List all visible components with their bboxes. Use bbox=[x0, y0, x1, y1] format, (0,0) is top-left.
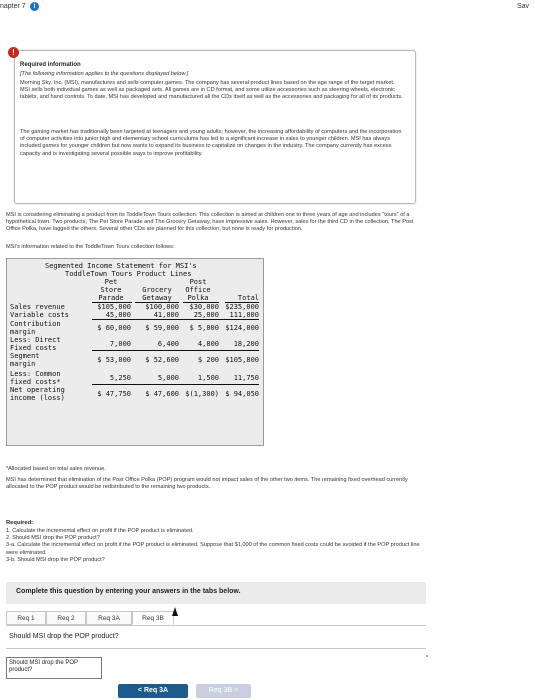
required-title: Required: bbox=[6, 520, 34, 526]
answer-select[interactable] bbox=[6, 657, 102, 679]
complete-banner-text: Complete this question by entering your answers in the tabs below. bbox=[16, 588, 241, 595]
tab-req-2[interactable]: Req 2 bbox=[46, 611, 86, 625]
cell-sm-grocery: $ 52,600 bbox=[145, 356, 179, 364]
required-list bbox=[6, 528, 426, 564]
prev-req-button[interactable]: < Req 3A bbox=[118, 684, 188, 698]
required-item-2: 2. Should MSI drop the POP product? bbox=[6, 535, 100, 542]
cell-cm-total: $124,000 bbox=[225, 324, 259, 332]
cell-cfc-pet: 5,250 bbox=[109, 374, 131, 382]
table-title-line-2: ToddleTown Tours Product Lines bbox=[65, 270, 192, 278]
row-label-variable-costs: Variable costs bbox=[10, 311, 70, 319]
col-header-grocery-getaway: Grocery Getaway bbox=[142, 286, 172, 302]
cell-dfc-pet: 7,000 bbox=[109, 340, 131, 348]
question-text: Should MSI drop the POP product? bbox=[9, 633, 119, 640]
cell-variable-grocery: 41,000 bbox=[153, 311, 179, 319]
mouse-cursor-icon bbox=[172, 607, 178, 616]
info-icon[interactable]: i bbox=[30, 2, 39, 11]
cell-sales-post: $30,000 bbox=[189, 303, 219, 311]
cell-cm-grocery: $ 59,000 bbox=[145, 324, 179, 332]
intro-paragraph-1: Morning Sky, Inc. (MSI), manufactures and sells computer games. The company has several product lines based on the age range of the target market. MSI sells both individual games as well as packaged sets. All games are in CD format, and some utilize accessories such as steering wheels, electronic tablets, and hand controls. To date, MSI has developed and manufactured all the CDs itself as well as the accessories and packaging for all of its products. bbox=[20, 80, 403, 101]
cell-variable-post: 25,000 bbox=[193, 311, 219, 319]
tab-req-3a[interactable]: Req 3A bbox=[86, 611, 132, 625]
footnote: *Allocated based on total sales revenue. bbox=[6, 466, 106, 472]
cell-dfc-total: 18,200 bbox=[233, 340, 259, 348]
cell-dfc-grocery: 6,400 bbox=[157, 340, 179, 348]
top-bar bbox=[0, 0, 535, 18]
cell-noi-pet: $ 47,750 bbox=[97, 390, 131, 398]
col-header-pet-store-parade: Pet Store Parade bbox=[98, 278, 124, 302]
col-header-post-office-polka: Post Office Polka bbox=[185, 278, 211, 302]
cell-noi-grocery: $ 47,600 bbox=[145, 390, 179, 398]
alert-icon: ! bbox=[8, 47, 19, 58]
cell-variable-total: 111,000 bbox=[229, 311, 259, 319]
determination-paragraph: MSI has determined that elimination of the Post Office Polka (POP) program would not impact sales of the other two items. The remaining fixed overhead currently allocated to the POP product would be redistributed to the remaining two products. bbox=[6, 477, 408, 491]
cell-sales-grocery: $100,000 bbox=[145, 303, 179, 311]
rule-3 bbox=[92, 384, 259, 385]
stray-dot bbox=[426, 655, 428, 657]
cell-sales-total: $235,000 bbox=[225, 303, 259, 311]
row-label-sales-revenue: Sales revenue bbox=[10, 303, 65, 311]
cell-sm-total: $105,800 bbox=[225, 356, 259, 364]
cell-cfc-total: 11,750 bbox=[233, 374, 259, 382]
required-item-3b: 3-b. Should MSI drop the POP product? bbox=[6, 556, 105, 563]
required-item-3a: 3-a. Calculate the incremental effect on profit if the POP product is eliminated. Suppose that $1,000 of the common fixed costs could be avoided if the POP product line were eliminated. bbox=[6, 542, 420, 556]
tab-req-1[interactable]: Req 1 bbox=[6, 611, 46, 625]
cell-noi-post: $(1,300) bbox=[185, 390, 219, 398]
save-button[interactable]: Sav bbox=[517, 3, 530, 10]
rule-2 bbox=[92, 350, 259, 351]
scenario-paragraph: MSI is considering eliminating a product from its ToddleTown Tours collection. This collection is aimed at children one to three years of age and includes "tours" of a hypothetical town. Two products, The Pet Store Parade and The Grocery Getaway, have impressive sales. However, sales for the third CD in the collection, The Post Office Polka, have lagged the others. Several other CDs are planned for this collection, but none is ready for production. bbox=[6, 212, 414, 233]
required-information-note: [The following information applies to the questions displayed below.] bbox=[20, 71, 189, 77]
intro-paragraph-2: The gaming market has traditionally been targeted at teenagers and young adults; however, the increasing affordability of computers and the incorporation of computer activities into junior high and elementary school curriculums has led to a significant increase in sales to younger children. MSI has always included games for younger children but now wants to expand its business to capitalize on changes in the industry. The company currently has excess capacity and is investigating several possible ways to improve profitability. bbox=[20, 129, 402, 157]
cell-sm-post: $ 200 bbox=[197, 356, 219, 364]
required-information-title: Required information bbox=[20, 62, 81, 68]
row-label-contribution-margin: Contribution margin bbox=[10, 320, 61, 336]
info-follows-text: MSI's information related to the ToddleTown Tours collection follows: bbox=[6, 244, 175, 250]
col-header-total: Total bbox=[237, 294, 259, 302]
complete-banner bbox=[6, 582, 426, 604]
cell-cfc-post: 1,500 bbox=[197, 374, 219, 382]
cell-variable-pet: 45,000 bbox=[105, 311, 131, 319]
row-label-direct-fixed: Less: Direct Fixed costs bbox=[10, 336, 61, 352]
tab-req-3b[interactable]: Req 3B bbox=[132, 611, 174, 625]
answer-label: Should MSI drop the POP product? bbox=[9, 660, 78, 673]
question-panel bbox=[6, 625, 426, 649]
cell-noi-total: $ 94,050 bbox=[225, 390, 259, 398]
chapter-label: napter 7 bbox=[0, 3, 26, 10]
cell-cfc-grocery: 5,000 bbox=[157, 374, 179, 382]
row-label-common-fixed: Less: Common fixed costs* bbox=[10, 370, 61, 386]
cell-sm-pet: $ 53,000 bbox=[97, 356, 131, 364]
cell-cm-pet: $ 60,000 bbox=[97, 324, 131, 332]
table-title-line-1: Segmented Income Statement for MSI's bbox=[45, 262, 197, 270]
row-label-segment-margin: Segment margin bbox=[10, 352, 40, 368]
cell-sales-pet: $105,000 bbox=[97, 303, 131, 311]
rule-1 bbox=[92, 319, 259, 320]
required-item-1: 1. Calculate the incremental effect on profit if the POP product is eliminated. bbox=[6, 528, 194, 534]
cell-dfc-post: 4,800 bbox=[197, 340, 219, 348]
cell-cm-post: $ 5,000 bbox=[189, 324, 219, 332]
next-req-button[interactable]: Req 3B > bbox=[196, 684, 251, 698]
income-statement-table bbox=[6, 258, 264, 446]
row-label-net-operating-income: Net operating income (loss) bbox=[10, 386, 65, 402]
